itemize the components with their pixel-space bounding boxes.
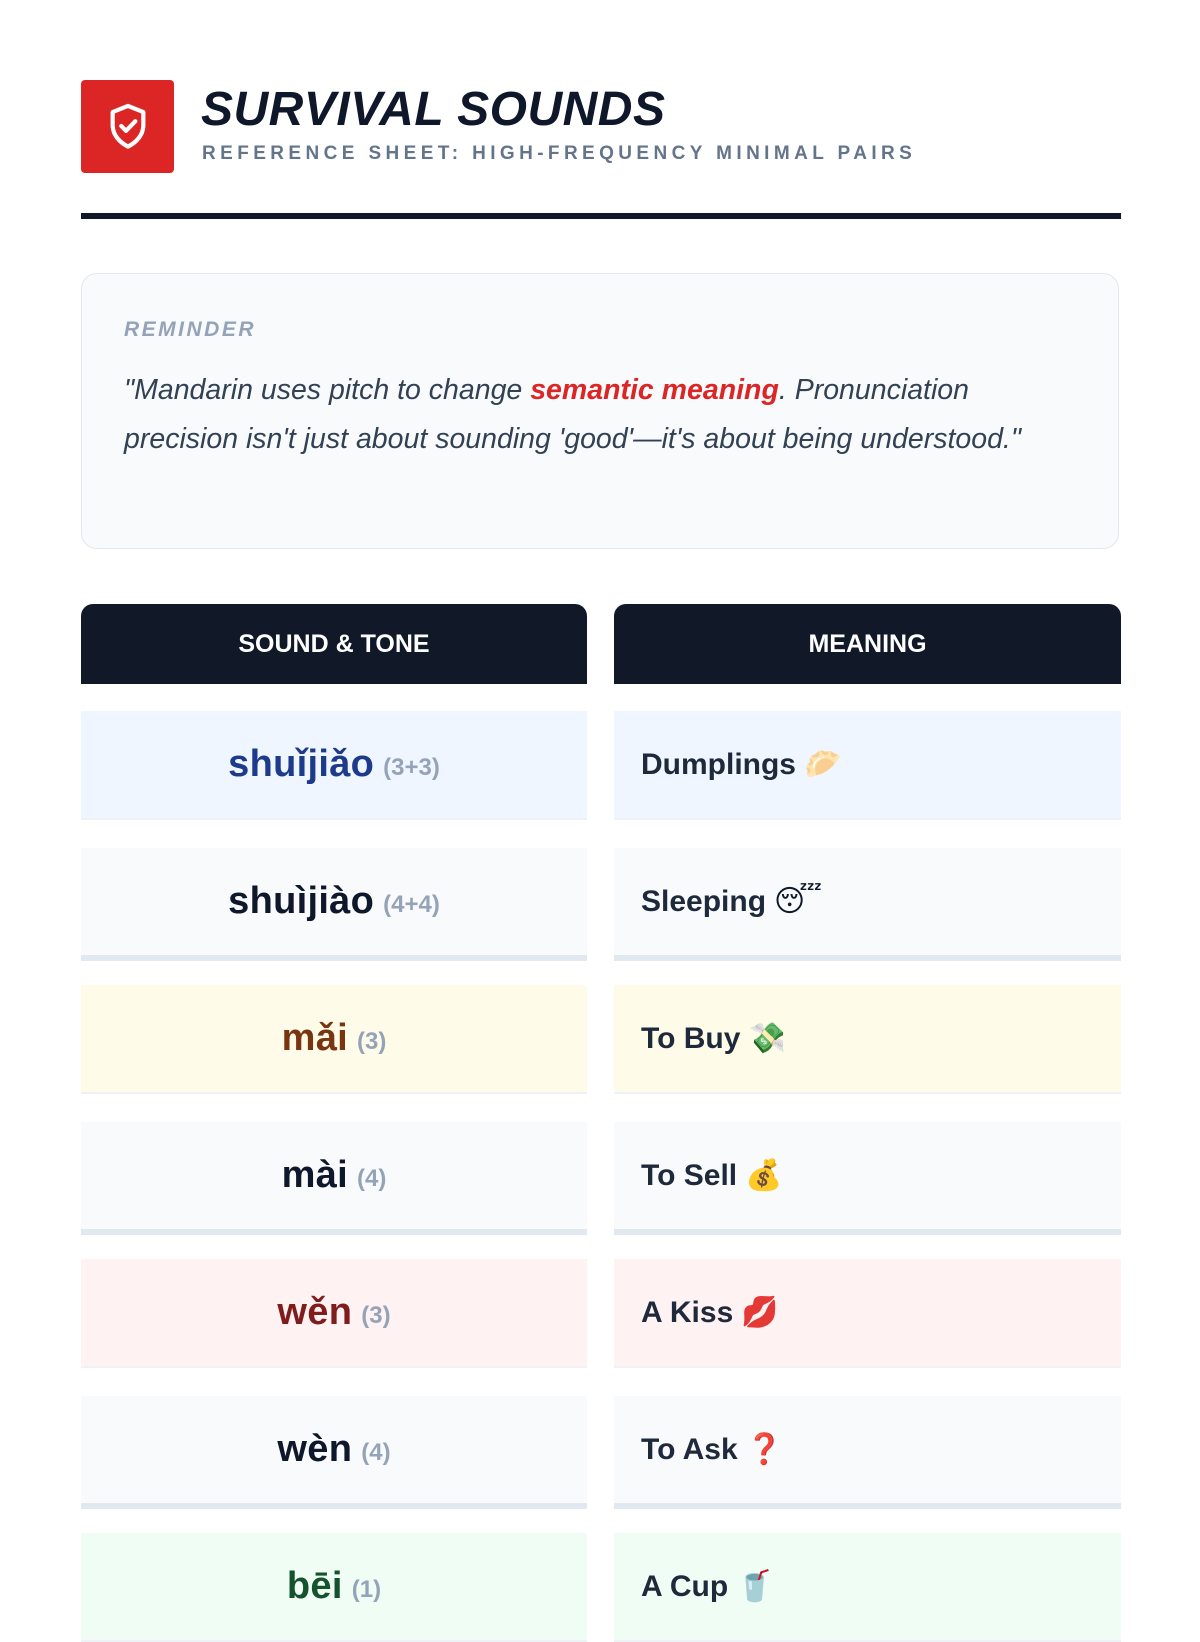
table-row-sound-cell [81, 985, 587, 1094]
meaning-emoji-icon: 💋 [741, 1296, 779, 1329]
tone-number: (4) [357, 1164, 387, 1192]
meaning-emoji-icon: 💰 [745, 1159, 783, 1192]
tone-number: (1) [351, 1575, 382, 1603]
table-row-sound-cell [81, 1533, 587, 1642]
pinyin-text: mài [281, 1154, 349, 1196]
table-row-meaning-cell [614, 848, 1121, 961]
pinyin-text: wèn [277, 1428, 353, 1470]
column-header-sound: SOUND & TONE [81, 604, 587, 684]
table-row-meaning-cell [614, 711, 1121, 820]
meaning-text: Dumplings [641, 747, 796, 781]
meaning-emoji-icon: 💸 [748, 1022, 786, 1055]
table-row-sound-cell [81, 1122, 587, 1235]
column-header-meaning: MEANING [614, 604, 1121, 684]
meaning-text: To Ask [641, 1432, 738, 1466]
page-title: SURVIVAL SOUNDS [201, 83, 666, 136]
tone-number: (4) [361, 1438, 391, 1466]
table-row-sound-cell [81, 1259, 587, 1368]
pinyin-text: mǎi [281, 1017, 349, 1059]
meaning-text: A Kiss [641, 1295, 734, 1329]
tone-number: (3) [361, 1301, 391, 1329]
header-divider [81, 213, 1121, 219]
quote-text-after: . Pronunciation precision isn't just about sounding 'good'—it's about being understood." [124, 374, 1021, 455]
table-row-meaning-cell [614, 1396, 1121, 1509]
tone-number: (4+4) [383, 890, 440, 918]
meaning-emoji-icon: 🥤 [736, 1570, 774, 1603]
meaning-text: A Cup [641, 1569, 729, 1603]
shield-check-icon [105, 102, 151, 152]
meaning-emoji-icon: 😴 [774, 885, 823, 918]
table-row-meaning-cell [614, 1122, 1121, 1235]
tone-number: (3+3) [383, 753, 440, 781]
pinyin-text: shuìjiào [228, 880, 375, 922]
meaning-emoji-icon: 🥟 [804, 748, 842, 781]
pinyin-text: shuǐjiǎo [228, 743, 375, 785]
quote-text-before: "Mandarin uses pitch to change [124, 374, 531, 406]
table-row-meaning-cell [614, 1259, 1121, 1368]
table-row-meaning-cell [614, 985, 1121, 1094]
table-row-meaning-cell [614, 1533, 1121, 1642]
table-row-sound-cell [81, 848, 587, 961]
table-row-sound-cell [81, 711, 587, 820]
header [81, 80, 1121, 220]
page-subtitle: REFERENCE SHEET: HIGH-FREQUENCY MINIMAL PAIRS [202, 143, 917, 164]
pinyin-text: wěn [277, 1291, 353, 1333]
logo-badge [81, 80, 174, 173]
reminder-label: REMINDER [124, 318, 257, 341]
pinyin-text: bēi [286, 1565, 343, 1607]
reminder-card [81, 273, 1119, 549]
meaning-text: To Sell [641, 1158, 738, 1192]
meaning-emoji-icon: ❓ [745, 1433, 784, 1466]
reminder-quote [124, 366, 1024, 464]
meaning-text: Sleeping [641, 884, 767, 918]
table-row-sound-cell [81, 1396, 587, 1509]
meaning-text: To Buy [641, 1021, 741, 1055]
quote-emphasis: semantic meaning [530, 374, 779, 406]
tone-number: (3) [357, 1027, 387, 1055]
